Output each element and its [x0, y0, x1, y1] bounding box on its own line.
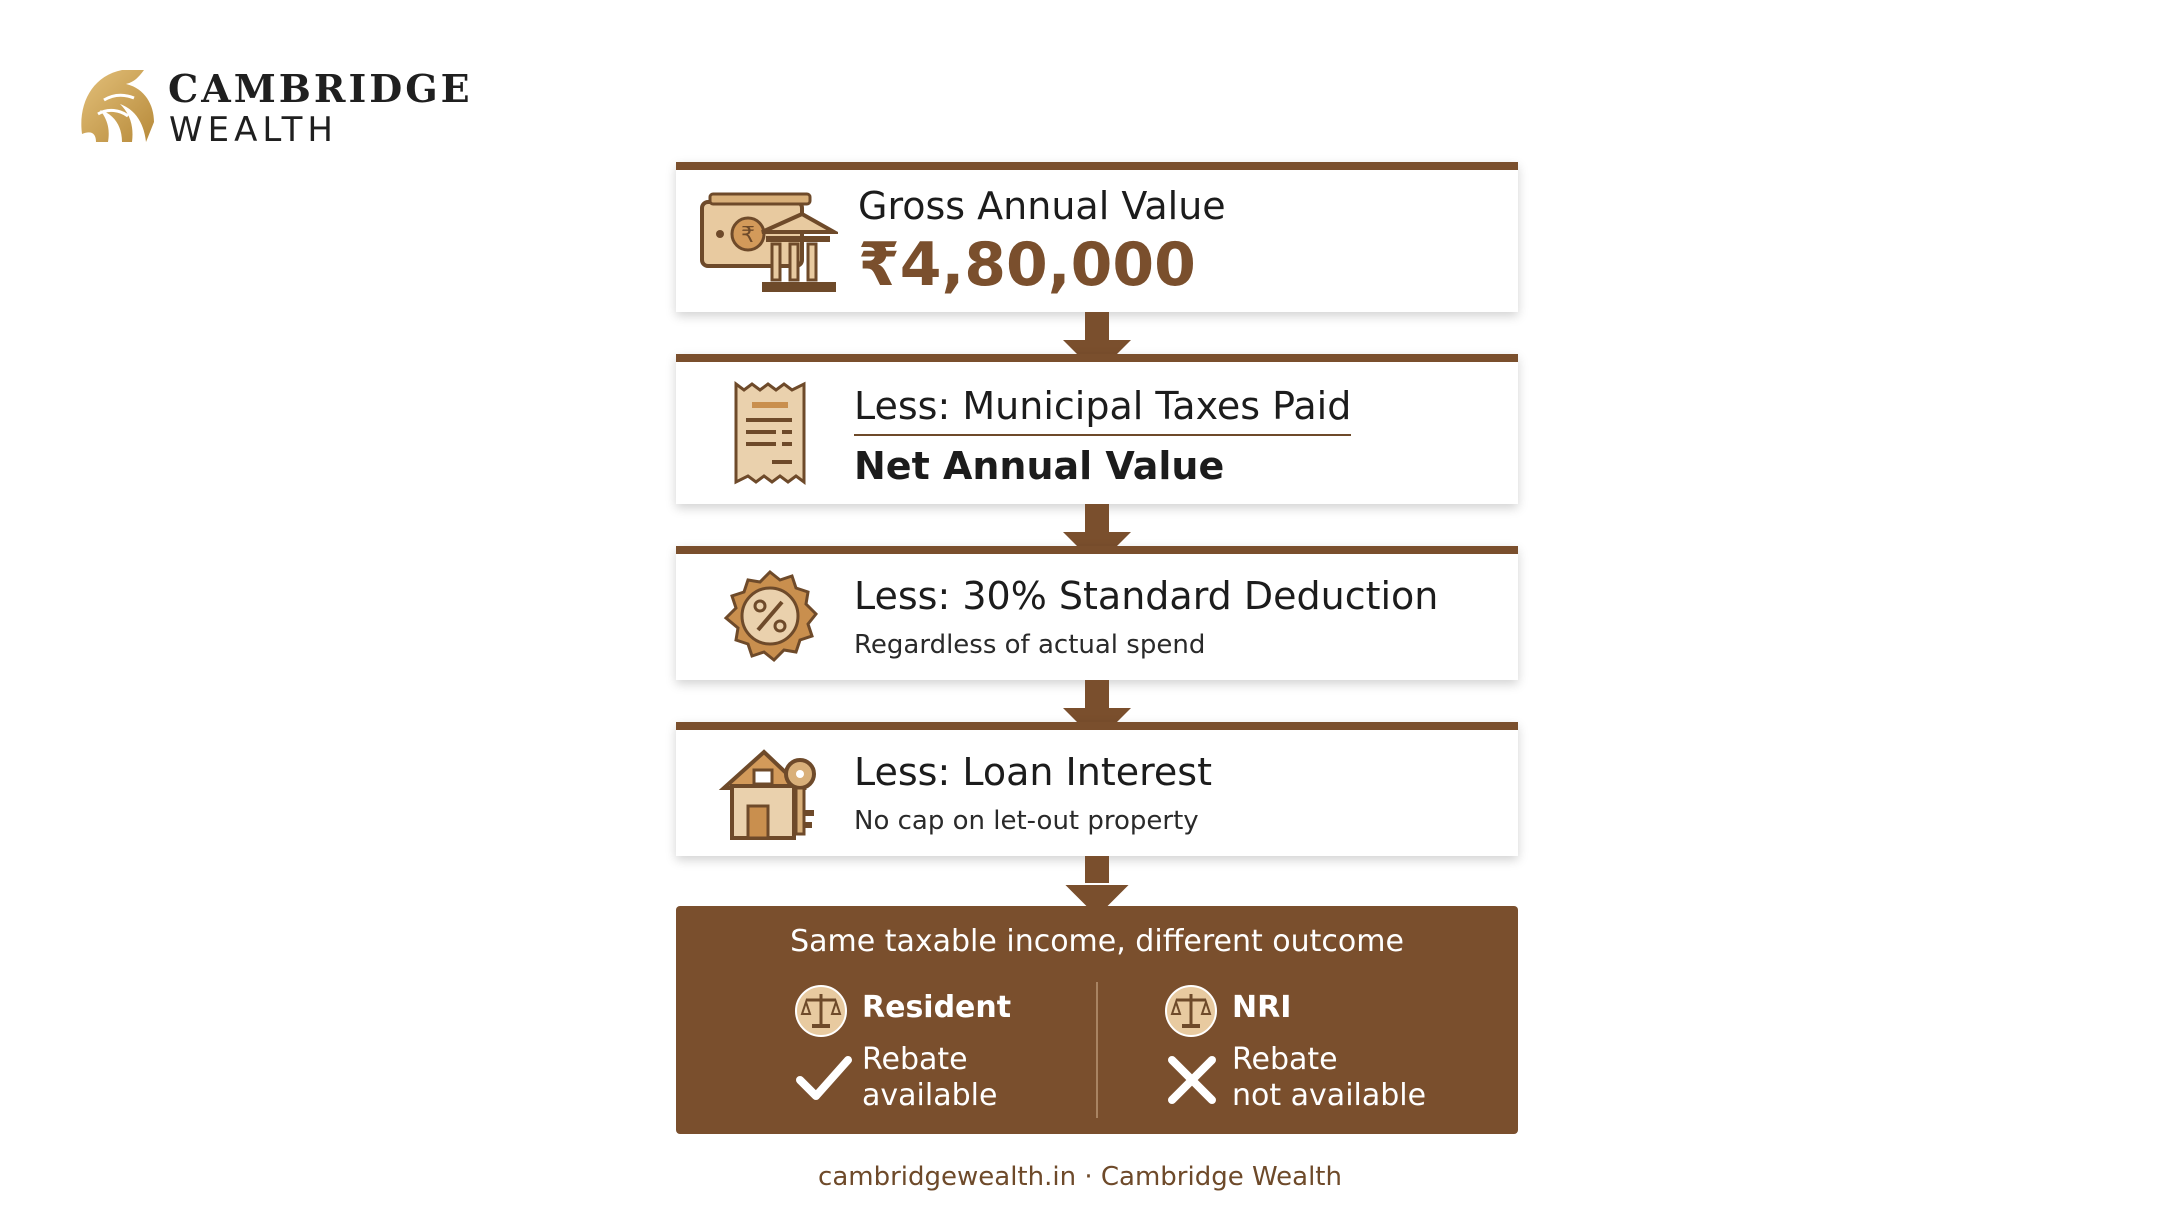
resident-column — [794, 978, 1194, 1128]
brand-logo — [74, 64, 473, 150]
outcome-panel — [676, 906, 1518, 1134]
brand-subtitle: WEALTH — [169, 110, 338, 150]
scale-icon — [1164, 984, 1218, 1038]
lion-crest-logo-icon — [74, 64, 158, 148]
step-gross-annual-value — [676, 162, 1518, 312]
nri-rebate-line2: not available — [1232, 1078, 1427, 1113]
resident-rebate — [862, 1042, 997, 1114]
nri-rebate — [1232, 1042, 1426, 1114]
step-note: No cap on let-out property — [854, 806, 1199, 836]
net-annual-value-label: Net Annual Value — [854, 444, 1225, 488]
cross-icon — [1166, 1054, 1218, 1106]
step-municipal-taxes — [676, 354, 1518, 504]
nri-label: NRI — [1232, 990, 1292, 1025]
svg-text:₹: ₹ — [741, 223, 755, 248]
step-title: Less: 30% Standard Deduction — [854, 574, 1439, 618]
scale-icon — [794, 984, 848, 1038]
resident-label: Resident — [862, 990, 1012, 1025]
step-standard-deduction — [676, 546, 1518, 680]
step-title: Less: Loan Interest — [854, 750, 1212, 794]
check-icon — [796, 1054, 852, 1104]
nri-column — [1164, 978, 1564, 1128]
resident-rebate-line1: Rebate — [862, 1042, 968, 1077]
step-title: Less: Municipal Taxes Paid — [854, 384, 1351, 436]
outcome-title: Same taxable income, different outcome — [790, 924, 1404, 959]
step-loan-interest — [676, 722, 1518, 856]
footer-text: cambridgewealth.in · Cambridge Wealth — [818, 1162, 1342, 1192]
receipt-icon — [732, 380, 808, 486]
nri-rebate-line1: Rebate — [1232, 1042, 1338, 1077]
resident-rebate-line2: available — [862, 1078, 998, 1113]
step-title: Gross Annual Value — [858, 184, 1226, 228]
step-note: Regardless of actual spend — [854, 630, 1206, 660]
percent-badge-icon — [722, 570, 818, 666]
house-key-icon — [718, 744, 822, 844]
gross-annual-value-amount: ₹4,80,000 — [858, 230, 1196, 300]
brand-name: CAMBRIDGE — [168, 66, 473, 111]
cash-bank-icon — [698, 192, 838, 296]
